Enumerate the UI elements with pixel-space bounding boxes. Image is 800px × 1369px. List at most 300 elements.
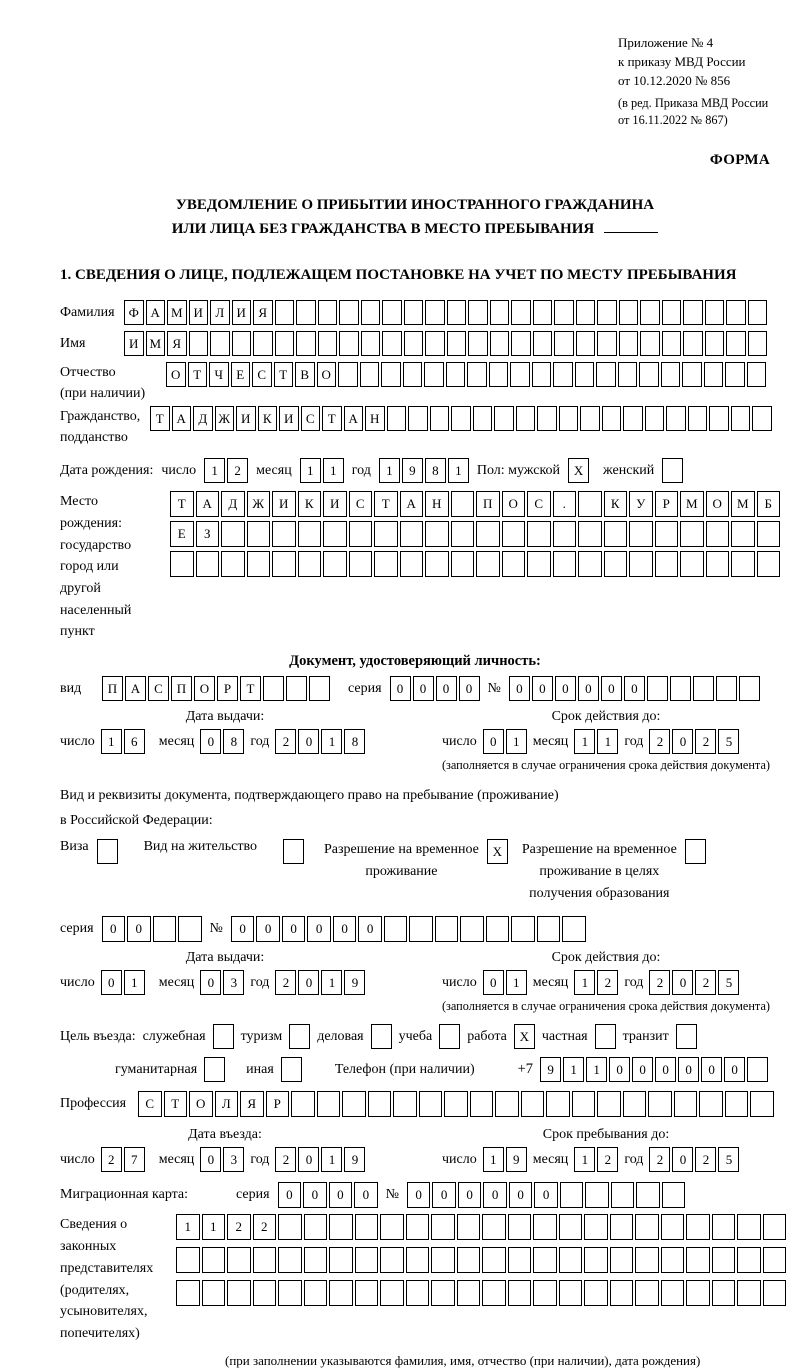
char-box: 1 xyxy=(586,1057,607,1082)
char-box xyxy=(361,331,381,356)
char-box: Я xyxy=(167,331,187,356)
char-box: Т xyxy=(170,491,194,517)
char-box xyxy=(296,331,316,356)
sex-male-label: Пол: мужской xyxy=(476,462,561,478)
char-box xyxy=(227,1247,251,1273)
char-box xyxy=(232,331,252,356)
staydoc-series-boxes xyxy=(102,916,202,942)
char-box: 0 xyxy=(358,916,382,942)
staydoc-valid-title: Срок действия до: xyxy=(551,950,661,966)
profession-boxes xyxy=(138,1091,774,1117)
char-box xyxy=(533,331,553,356)
entry-month xyxy=(200,1147,244,1172)
char-box xyxy=(763,1280,787,1306)
char-box xyxy=(560,1182,584,1208)
staydoc-issue-year xyxy=(275,970,365,995)
char-box: 0 xyxy=(307,916,331,942)
char-box: 0 xyxy=(200,729,221,754)
char-box: 0 xyxy=(200,970,221,995)
char-box xyxy=(490,331,510,356)
birthdate-year-label: год xyxy=(351,462,371,478)
char-box: И xyxy=(124,331,144,356)
char-box: М xyxy=(146,331,166,356)
char-box: С xyxy=(349,491,373,517)
patronymic-note: (при наличии) xyxy=(60,386,146,402)
char-box xyxy=(648,1091,672,1117)
char-box xyxy=(502,551,526,577)
char-box: 0 xyxy=(724,1057,745,1082)
char-box xyxy=(342,1091,366,1117)
char-box xyxy=(752,406,772,431)
char-box: И xyxy=(236,406,256,431)
char-box xyxy=(393,1091,417,1117)
char-box: 0 xyxy=(102,916,126,942)
char-box xyxy=(763,1247,787,1273)
char-box xyxy=(683,331,703,356)
char-box: П xyxy=(476,491,500,517)
char-box xyxy=(757,551,781,577)
char-box: 2 xyxy=(275,970,296,995)
char-box xyxy=(527,551,551,577)
char-box xyxy=(447,331,467,356)
staydoc-valid-month xyxy=(574,970,618,995)
migration-card-row xyxy=(60,1182,770,1208)
stay-until-month xyxy=(574,1147,618,1172)
char-box xyxy=(425,551,449,577)
char-box xyxy=(596,362,616,387)
guardians-box-rows xyxy=(176,1214,786,1344)
char-box xyxy=(537,406,557,431)
purpose-label: Цель въезда: xyxy=(60,1028,136,1044)
staydoc-valid-row: число 0 1 месяц 1 2 год 2 0 2 5 xyxy=(442,970,770,995)
char-box: Т xyxy=(150,406,170,431)
sex-female-checkbox xyxy=(662,458,683,483)
char-box: Н xyxy=(425,491,449,517)
char-box: А xyxy=(196,491,220,517)
char-box xyxy=(704,362,724,387)
char-box: О xyxy=(317,362,337,387)
patronymic-label: Отчество (при наличии) xyxy=(60,365,146,402)
char-box xyxy=(457,1214,481,1240)
char-box xyxy=(674,1091,698,1117)
char-box xyxy=(731,551,755,577)
entry-dates xyxy=(60,1127,770,1172)
char-box xyxy=(623,406,643,431)
char-box: 1 xyxy=(574,970,595,995)
char-box xyxy=(576,300,596,325)
char-box: Р xyxy=(655,491,679,517)
surname-boxes xyxy=(124,300,767,325)
stay-until-row: число 1 9 месяц 1 2 год 2 0 2 5 xyxy=(442,1147,770,1172)
char-box: Е xyxy=(170,521,194,547)
char-box xyxy=(629,551,653,577)
char-box: 3 xyxy=(223,970,244,995)
char-box xyxy=(562,916,586,942)
char-box: 2 xyxy=(253,1214,277,1240)
char-box xyxy=(403,362,423,387)
char-box: 0 xyxy=(458,1182,482,1208)
char-box xyxy=(323,521,347,547)
char-box xyxy=(662,331,682,356)
purpose-transit-checkbox xyxy=(676,1024,697,1049)
char-box: . xyxy=(553,491,577,517)
purpose-private-checkbox xyxy=(595,1024,616,1049)
edition-line: от 16.11.2022 № 867) xyxy=(618,113,728,128)
char-box xyxy=(425,331,445,356)
iddoc-issue-col xyxy=(60,709,390,754)
staydoc-series-row xyxy=(60,916,770,942)
char-box xyxy=(726,331,746,356)
char-box: У xyxy=(629,491,653,517)
char-box xyxy=(747,1057,768,1082)
char-box xyxy=(578,491,602,517)
migration-series-boxes xyxy=(278,1182,378,1208)
birthplace-row-3 xyxy=(170,551,780,577)
char-box: Е xyxy=(231,362,251,387)
iddoc-number-label: № xyxy=(487,680,501,696)
char-box xyxy=(382,331,402,356)
iddoc-valid-month xyxy=(574,729,618,754)
char-box xyxy=(406,1280,430,1306)
char-box: 6 xyxy=(124,729,145,754)
char-box: 2 xyxy=(597,970,618,995)
purpose-row-1 xyxy=(60,1024,770,1049)
char-box: 0 xyxy=(483,729,504,754)
visa-item xyxy=(60,839,118,864)
guardians-block xyxy=(60,1214,770,1344)
staydoc-valid-year xyxy=(649,970,739,995)
char-box xyxy=(661,1214,685,1240)
guardians-caption: (при заполнении указываются фамилия, имя, отчество (при наличии), дата рождения) xyxy=(225,1352,701,1368)
char-box: А xyxy=(146,300,166,325)
char-box xyxy=(263,676,284,701)
char-box xyxy=(355,1214,379,1240)
char-box: С xyxy=(148,676,169,701)
phone-label: Телефон (при наличии) xyxy=(334,1061,475,1077)
entry-year xyxy=(275,1147,365,1172)
char-box xyxy=(221,551,245,577)
char-box xyxy=(553,521,577,547)
char-box: Т xyxy=(274,362,294,387)
char-box xyxy=(468,300,488,325)
char-box xyxy=(286,676,307,701)
char-box: 0 xyxy=(278,1182,302,1208)
birthdate-day-label: число xyxy=(161,462,197,478)
char-box: 3 xyxy=(223,1147,244,1172)
char-box xyxy=(494,406,514,431)
char-box xyxy=(618,362,638,387)
char-box: П xyxy=(171,676,192,701)
char-box: М xyxy=(731,491,755,517)
char-box: Р xyxy=(266,1091,290,1117)
char-box: 0 xyxy=(329,1182,353,1208)
char-box xyxy=(430,406,450,431)
char-box xyxy=(712,1214,736,1240)
section1-heading: 1. СВЕДЕНИЯ О ЛИЦЕ, ПОДЛЕЖАЩЕМ ПОСТАНОВКЕ НА УЧЕТ ПО МЕСТУ ПРЕБЫВАНИЯ xyxy=(60,267,737,284)
char-box xyxy=(712,1280,736,1306)
char-box: Н xyxy=(365,406,385,431)
char-box: 2 xyxy=(695,729,716,754)
char-box: М xyxy=(680,491,704,517)
char-box xyxy=(451,521,475,547)
char-box: 1 xyxy=(597,729,618,754)
patronymic-row xyxy=(60,362,770,404)
char-box xyxy=(572,1091,596,1117)
char-box xyxy=(584,1214,608,1240)
char-box xyxy=(686,1214,710,1240)
char-box: Л xyxy=(210,300,230,325)
char-box: 9 xyxy=(540,1057,561,1082)
char-box: И xyxy=(272,491,296,517)
birthplace-block xyxy=(60,491,770,643)
char-box xyxy=(404,300,424,325)
char-box xyxy=(495,1091,519,1117)
char-box xyxy=(329,1247,353,1273)
char-box: Д xyxy=(193,406,213,431)
stay-until-year xyxy=(649,1147,739,1172)
birthdate-month-label: месяц xyxy=(256,462,292,478)
char-box: 2 xyxy=(695,1147,716,1172)
char-box: 0 xyxy=(509,676,530,701)
char-box xyxy=(247,551,271,577)
birthdate-label: Дата рождения: xyxy=(60,462,154,478)
char-box: 1 xyxy=(483,1147,504,1172)
char-box xyxy=(339,331,359,356)
char-box: О xyxy=(502,491,526,517)
stay-until-day xyxy=(483,1147,527,1172)
surname-label: Фамилия xyxy=(60,304,115,320)
char-box xyxy=(482,1214,506,1240)
char-box xyxy=(559,406,579,431)
char-box xyxy=(712,1247,736,1273)
char-box xyxy=(272,521,296,547)
char-box: 1 xyxy=(448,458,469,483)
iddoc-heading: Документ, удостоверяющий личность: xyxy=(289,653,541,669)
char-box xyxy=(709,406,729,431)
char-box: И xyxy=(323,491,347,517)
iddoc-series-label: серия xyxy=(348,680,382,696)
char-box xyxy=(537,916,561,942)
char-box xyxy=(425,521,449,547)
purpose-item-label: деловая xyxy=(317,1028,364,1044)
char-box xyxy=(424,362,444,387)
purpose-business-checkbox xyxy=(371,1024,392,1049)
char-box xyxy=(640,300,660,325)
char-box xyxy=(655,521,679,547)
char-box: Т xyxy=(374,491,398,517)
migration-series-label: серия xyxy=(236,1187,270,1203)
staydoc-intro: Вид и реквизиты документа, подтверждающего право на пребывание (проживание) в Российской Федерации: xyxy=(60,788,559,829)
char-box xyxy=(457,1280,481,1306)
char-box xyxy=(457,1247,481,1273)
char-box: 1 xyxy=(506,970,527,995)
char-box xyxy=(716,676,737,701)
title-line-2: ИЛИ ЛИЦА БЕЗ ГРАЖДАНСТВА В МЕСТО ПРЕБЫВАНИЯ xyxy=(60,217,770,241)
char-box: 0 xyxy=(413,676,434,701)
char-box xyxy=(576,331,596,356)
sex-male-checkbox: X xyxy=(568,458,589,483)
char-box xyxy=(451,491,475,517)
char-box xyxy=(253,1280,277,1306)
char-box xyxy=(380,1280,404,1306)
char-box: 0 xyxy=(601,676,622,701)
char-box xyxy=(575,362,595,387)
char-box xyxy=(508,1280,532,1306)
purpose-item-label: туризм xyxy=(240,1028,283,1044)
purpose-item-label: транзит xyxy=(622,1028,669,1044)
staydoc-permits-row xyxy=(60,839,770,904)
purpose-item-label: учеба xyxy=(398,1028,433,1044)
char-box xyxy=(291,1091,315,1117)
char-box xyxy=(382,300,402,325)
char-box xyxy=(278,1247,302,1273)
iddoc-kind-boxes xyxy=(102,676,330,701)
char-box xyxy=(739,676,760,701)
char-box: Т xyxy=(240,676,261,701)
char-box xyxy=(533,1247,557,1273)
char-box: 0 xyxy=(509,1182,533,1208)
purpose-item-label: гуманитарная xyxy=(115,1061,198,1077)
citizenship-label: Гражданство, подданство xyxy=(60,409,141,446)
char-box: 0 xyxy=(256,916,280,942)
char-box xyxy=(629,521,653,547)
staydoc-series-label: серия xyxy=(60,921,94,937)
char-box xyxy=(553,551,577,577)
char-box xyxy=(602,406,622,431)
staydoc-valid-day xyxy=(483,970,527,995)
char-box xyxy=(533,1214,557,1240)
patronymic-boxes xyxy=(166,362,766,387)
char-box xyxy=(317,1091,341,1117)
profession-label: Профессия xyxy=(60,1096,127,1112)
char-box: В xyxy=(295,362,315,387)
iddoc-valid-year xyxy=(649,729,739,754)
form-label: ФОРМА xyxy=(709,152,770,169)
char-box: 1 xyxy=(321,729,342,754)
char-box xyxy=(329,1214,353,1240)
char-box: 2 xyxy=(597,1147,618,1172)
appendix-block xyxy=(618,34,770,130)
title-line-1: УВЕДОМЛЕНИЕ О ПРИБЫТИИ ИНОСТРАННОГО ГРАЖДАНИНА xyxy=(175,197,655,214)
birthdate-day-boxes xyxy=(204,458,248,483)
char-box: 0 xyxy=(303,1182,327,1208)
char-box: 1 xyxy=(574,1147,595,1172)
char-box: П xyxy=(102,676,123,701)
char-box xyxy=(533,300,553,325)
char-box xyxy=(304,1214,328,1240)
phone-prefix: +7 xyxy=(517,1061,534,1078)
char-box xyxy=(661,1280,685,1306)
char-box xyxy=(318,300,338,325)
char-box xyxy=(578,521,602,547)
firstname-boxes xyxy=(124,331,767,356)
char-box xyxy=(559,1247,583,1273)
char-box xyxy=(309,676,330,701)
char-box: Т xyxy=(322,406,342,431)
char-box xyxy=(584,1280,608,1306)
char-box xyxy=(686,1280,710,1306)
char-box xyxy=(725,1091,749,1117)
profession-row xyxy=(60,1091,770,1117)
char-box xyxy=(585,1182,609,1208)
char-box: 0 xyxy=(483,970,504,995)
char-box xyxy=(731,521,755,547)
char-box xyxy=(196,551,220,577)
char-box xyxy=(490,300,510,325)
char-box xyxy=(486,916,510,942)
iddoc-issue-year xyxy=(275,729,365,754)
char-box: 0 xyxy=(231,916,255,942)
char-box xyxy=(349,521,373,547)
char-box: Т xyxy=(164,1091,188,1117)
char-box xyxy=(355,1280,379,1306)
char-box: 8 xyxy=(425,458,446,483)
surname-row xyxy=(60,300,770,325)
char-box xyxy=(693,676,714,701)
migration-number-boxes xyxy=(407,1182,686,1208)
char-box: 0 xyxy=(655,1057,676,1082)
birthplace-labels: Место рождения: государство город или другой населенный пункт xyxy=(60,494,132,640)
char-box xyxy=(725,362,745,387)
appendix-line: Приложение № 4 xyxy=(618,35,714,50)
char-box xyxy=(446,362,466,387)
char-box xyxy=(275,300,295,325)
iddoc-valid-day xyxy=(483,729,527,754)
char-box xyxy=(508,1247,532,1273)
purpose-other-checkbox xyxy=(281,1057,302,1082)
char-box xyxy=(640,331,660,356)
char-box: 0 xyxy=(407,1182,431,1208)
char-box xyxy=(298,521,322,547)
char-box xyxy=(578,551,602,577)
residence-checkbox xyxy=(283,839,304,864)
char-box: Я xyxy=(240,1091,264,1117)
char-box xyxy=(298,551,322,577)
edu-permit-checkbox xyxy=(685,839,706,864)
birthplace-row-2 xyxy=(170,521,780,547)
char-box: Р xyxy=(217,676,238,701)
char-box xyxy=(680,551,704,577)
char-box xyxy=(400,521,424,547)
char-box xyxy=(451,551,475,577)
appendix-line: к приказу МВД России xyxy=(618,53,746,69)
char-box: А xyxy=(344,406,364,431)
char-box xyxy=(597,1091,621,1117)
char-box: О xyxy=(194,676,215,701)
staydoc-issue-month xyxy=(200,970,244,995)
char-box xyxy=(323,551,347,577)
char-box xyxy=(489,362,509,387)
temp-permit-item xyxy=(324,839,508,882)
char-box xyxy=(482,1247,506,1273)
char-box xyxy=(304,1280,328,1306)
char-box xyxy=(278,1214,302,1240)
char-box xyxy=(610,1214,634,1240)
staydoc-issue-col xyxy=(60,950,390,995)
char-box xyxy=(635,1247,659,1273)
char-box xyxy=(476,551,500,577)
birthdate-year-boxes xyxy=(379,458,469,483)
citizenship-row xyxy=(60,406,770,448)
char-box xyxy=(737,1247,761,1273)
char-box xyxy=(360,362,380,387)
char-box xyxy=(726,300,746,325)
char-box xyxy=(706,521,730,547)
char-box: 0 xyxy=(555,676,576,701)
char-box xyxy=(318,331,338,356)
char-box xyxy=(757,521,781,547)
char-box xyxy=(597,300,617,325)
